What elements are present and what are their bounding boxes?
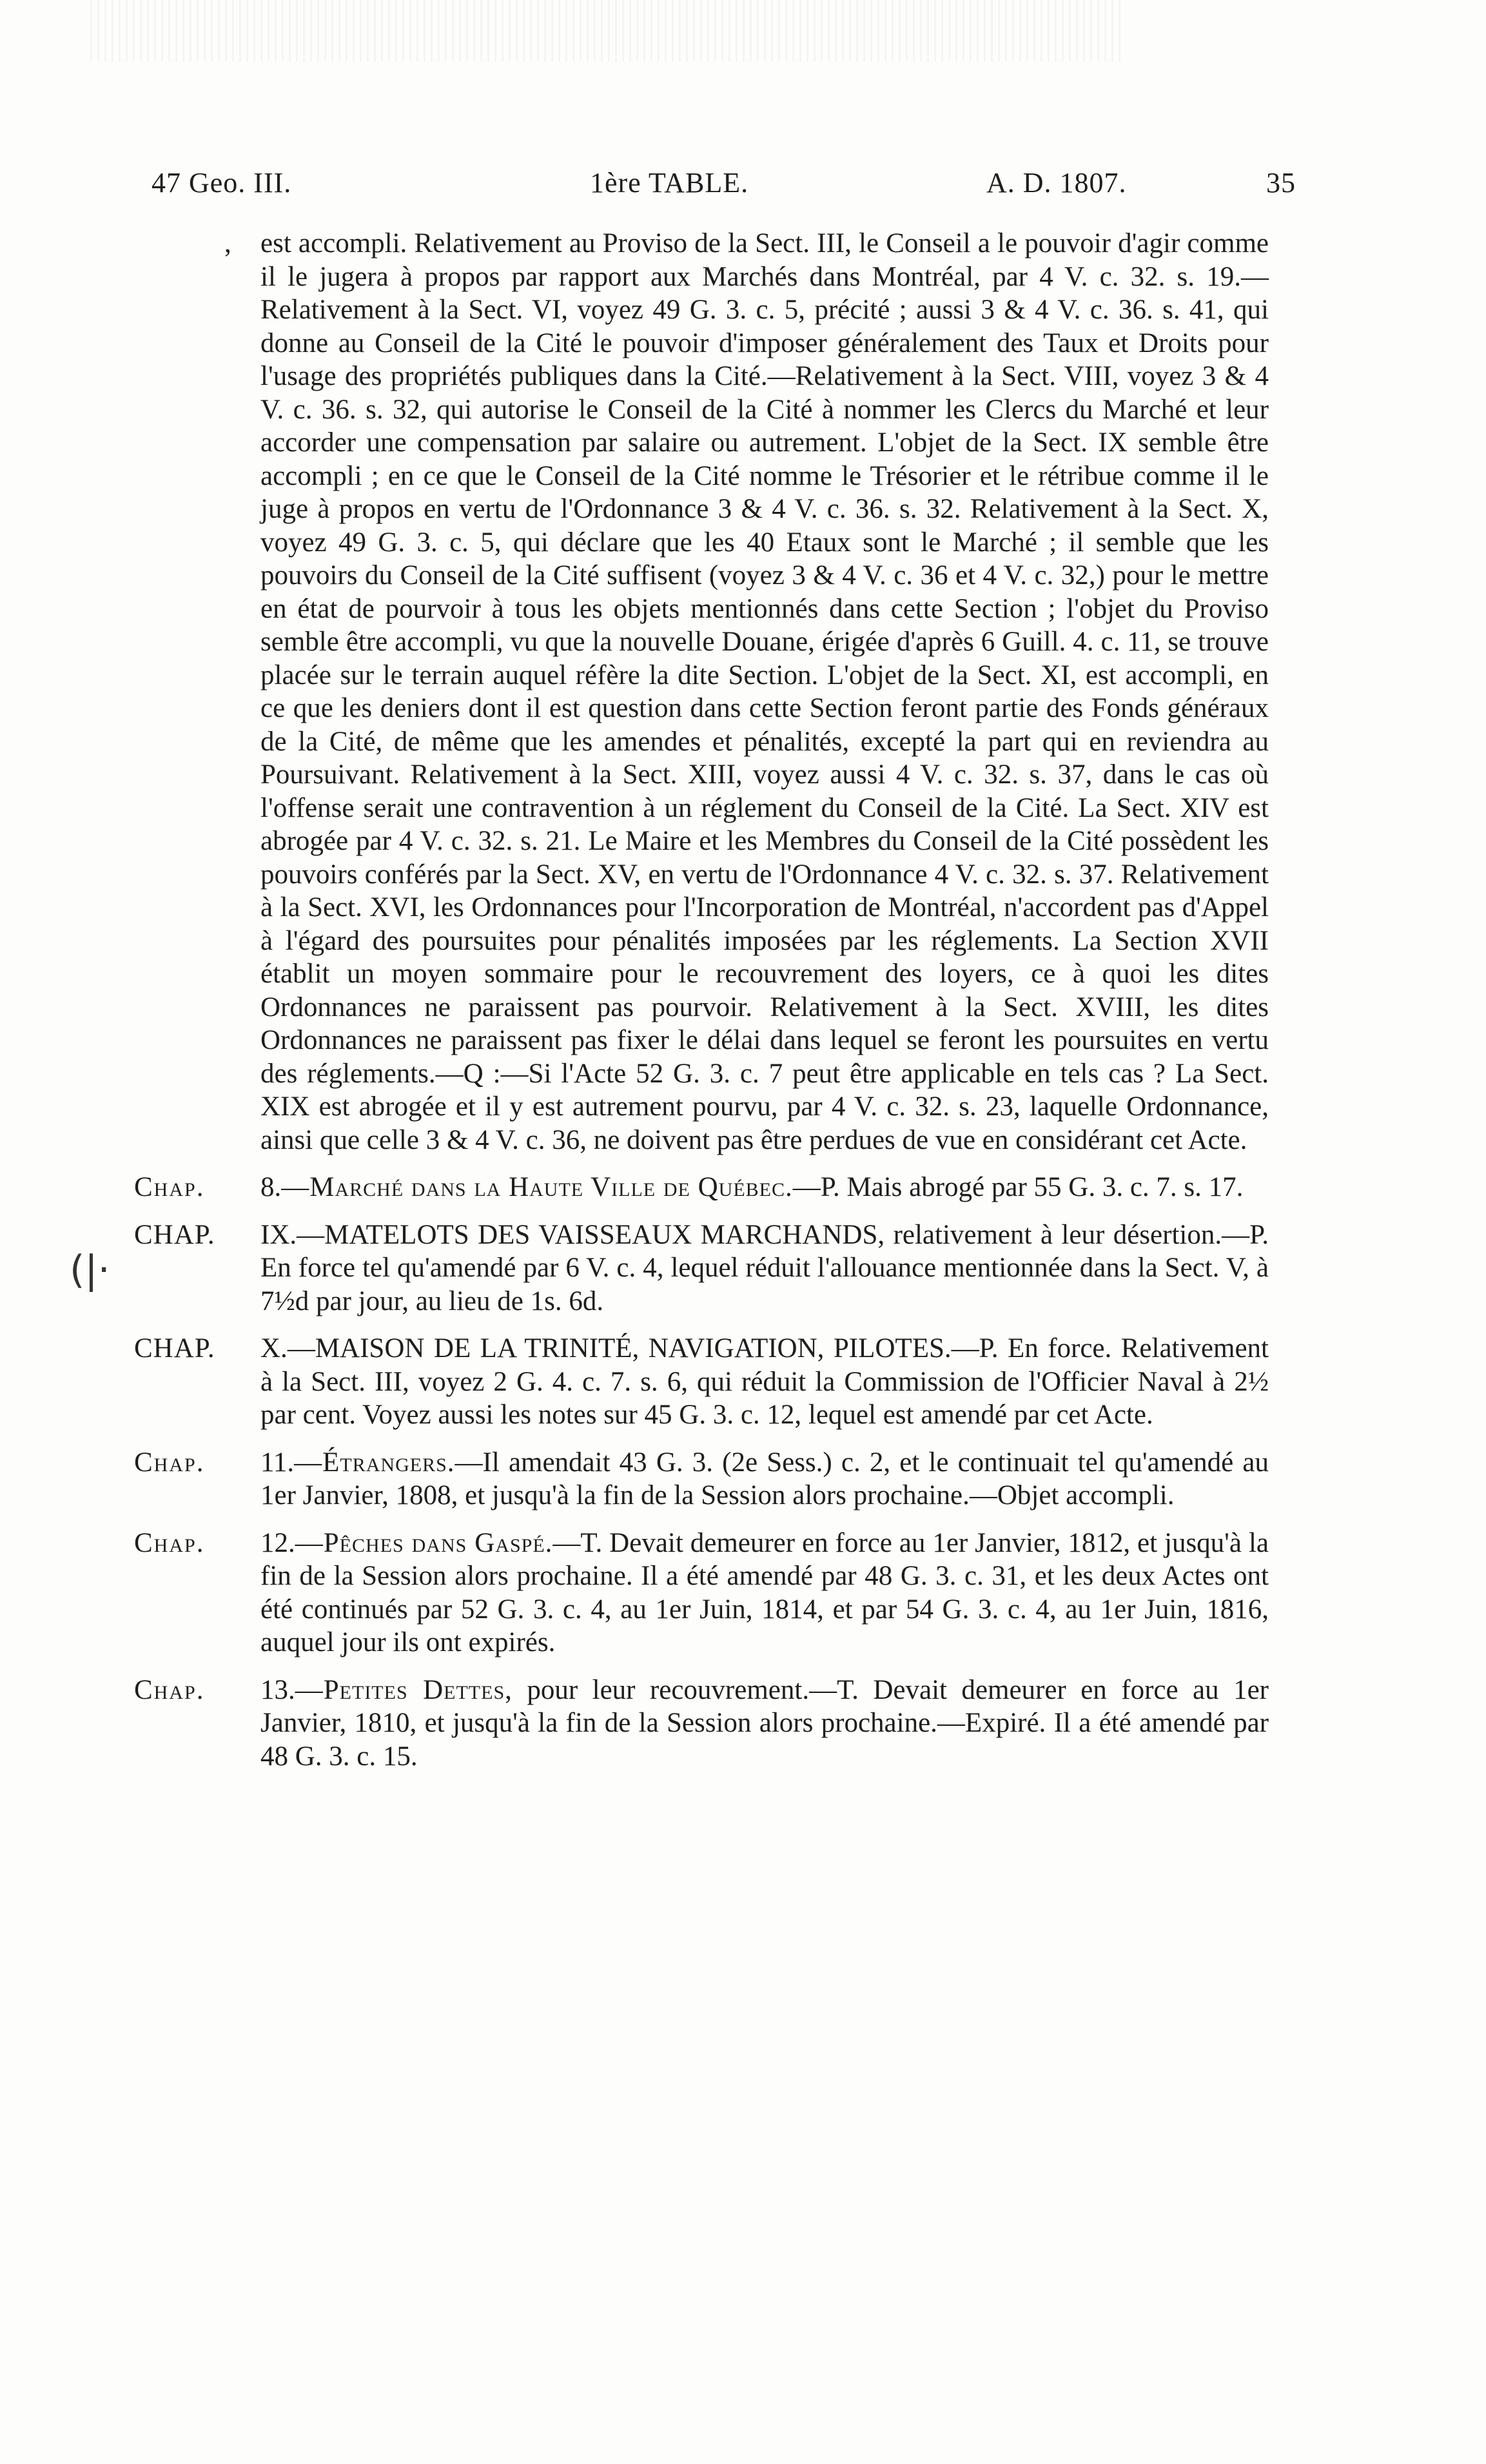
chapter-note: —P. En force. Relativement à la Sect. III, voyez 2 G. 4. c. 7. s. 6, qui réduit la Commission de l'Officier Naval à 2½ par cent. Voyez aussi les notes sur 45 G. 3. c. 12, lequel est amendé par cet Acte. [260, 1333, 1269, 1430]
header-regnal-year: 47 Geo. III. [152, 167, 292, 199]
chapter-entry-11 [134, 1446, 1269, 1512]
chapter-note: —T. Devait demeurer en force au 1er Janvier, 1812, et jusqu'à la fin de la Session alors prochaine. Il a été amendé par 48 G. 3. c. 31, et les deux Actes ont été continués par 52 G. 3. c. 4, au 1er Juin, 1814, et par 54 G. 3. c. 4, au 1er Juin, 1816, auquel jour ils ont expirés. [260, 1527, 1269, 1657]
chapter-number: 13. [260, 1674, 295, 1705]
continued-entry-text: est accompli. Relativement au Proviso de la Sect. III, le Conseil a le pouvoir d'agir comme il le jugera à propos par rapport aux Marchés dans Montréal, par 4 V. c. 32. s. 19.—Relativement à la Sect. VI, voyez 49 G. 3. c. 5, précité ; aussi 3 & 4 V. c. 36. s. 41, qui donne au Conseil de la Cité le pouvoir d'imposer généralement des Taux et Droits pour l'usage des propriétés publiques dans la Cité.—Relativement à la Sect. VIII, voyez 3 & 4 V. c. 36. s. 32, qui autorise le Conseil de la Cité à nommer les Clercs du Marché et leur accorder une compensation par salaire ou autrement. L'objet de la Sect. IX semble être accompli ; en ce que le Conseil de la Cité nomme le Trésorier et le rétribue comme il le juge à propos en vertu de l'Ordonnance 3 & 4 V. c. 36. s. 32. Relativement à la Sect. X, voyez 49 G. 3. c. 5, qui déclare que les 40 Etaux sont le Marché ; il semble que les pouvoirs du Conseil de la Cité suffisent (voyez 3 & 4 V. c. 36 et 4 V. c. 32,) pour le mettre en état de pourvoir à tous les objets mentionnés dans cette Section ; l'objet du Proviso semble être accompli, vu que la nouvelle Douane, érigée d'après 6 Guill. 4. c. 11, se trouve placée sur le terrain auquel réfère la dite Section. L'objet de la Sect. XI, est accompli, en ce que les deniers dont il est question dans cette Section feront partie des Fonds généraux de la Cité, de même que les amendes et pénalités, excepté la part qui en reviendra au Poursuivant. Relativement à la Sect. XIII, voyez aussi 4 V. c. 32. s. 37, dans le cas où l'offense serait une contravention à un réglement du Conseil de la Cité. La Sect. XIV est abrogée par 4 V. c. 32. s. 21. Le Maire et les Membres du Conseil de la Cité possèdent les pouvoirs conférés par la Sect. XV, en vertu de l'Ordonnance 4 V. c. 32. s. 37. Relativement à la Sect. XVI, les Ordonnances pour l'Incorporation de Montréal, n'accordent pas d'Appel à l'égard des poursuites pour pénalités imposées par les réglements. La Section XVII établit un moyen sommaire pour le recouvrement des loyers, ce à quoi les dites Ordonnances ne paraissent pas pourvoir. Relativement à la Sect. XVIII, les dites Ordonnances ne paraissent pas fixer le délai dans lequel se feront les poursuites en vertu des réglements.—Q :—Si l'Acte 52 G. 3. c. 7 peut être applicable en tels cas ? La Sect. XIX est abrogée et il y est autrement pourvu, par 4 V. c. 32. s. 23, laquelle Ordonnance, ainsi que celle 3 & 4 V. c. 36, ne doivent pas être perdues de vue en considérant cet Acte. [260, 228, 1269, 1155]
chapter-note: relativement à leur désertion.—P. En force tel qu'amendé par 6 V. c. 4, lequel réduit l'allouance mentionnée dans la Sect. V, à 7½d par jour, au lieu de 1s. 6d. [260, 1219, 1269, 1316]
chapter-title: —MAISON DE LA TRINITÉ, NAVIGATION, PILOTES. [287, 1333, 952, 1364]
top-margin-stain [90, 0, 1122, 61]
continuation-lead-mark: , [224, 228, 231, 259]
chapter-title: —Marché dans la Haute Ville de Québec. [281, 1172, 793, 1202]
chapter-label: Chap. [134, 1527, 205, 1558]
chapter-title: —Pêches dans Gaspé. [295, 1527, 553, 1558]
page-number: 35 [1266, 167, 1296, 199]
page-body [134, 227, 1269, 1787]
chapter-entry-8 [134, 1171, 1269, 1204]
chapter-label: Chap. [134, 1172, 205, 1202]
chapter-label: CHAP. [134, 1219, 215, 1250]
running-header [152, 166, 1296, 205]
header-date: A. D. 1807. [986, 167, 1127, 199]
chapter-label: Chap. [134, 1447, 205, 1478]
chapter-label: CHAP. [134, 1333, 215, 1364]
header-table-title: 1ère TABLE. [590, 167, 749, 199]
chapter-note: —Il amendait 43 G. 3. (2e Sess.) c. 2, et le continuait tel qu'amendé au 1er Janvier, 1808, et jusqu'à la fin de la Session alors prochaine.—Objet accompli. [260, 1447, 1269, 1511]
chapter-entry-9 [134, 1218, 1269, 1318]
chapter-entry-13 [134, 1674, 1269, 1774]
chapter-label: Chap. [134, 1674, 205, 1705]
chapter-number: 8. [260, 1172, 282, 1202]
chapter-title: —MATELOTS DES VAISSEAUX MARCHANDS, [297, 1219, 885, 1250]
chapter-number: 12. [260, 1527, 295, 1558]
chapter-title: —Étrangers. [294, 1447, 455, 1478]
chapter-number: X. [260, 1333, 288, 1364]
chapter-title: —Petites Dettes, [295, 1674, 513, 1705]
chapter-entry-10 [134, 1332, 1269, 1432]
chapter-note: pour leur recouvrement.—T. Devait demeurer en force au 1er Janvier, 1810, et jusqu'à la fin de la Session alors prochaine.—Expiré. Il a été amendé par 48 G. 3. c. 15. [260, 1674, 1269, 1772]
chapter-number: 11. [260, 1447, 295, 1478]
continued-entry [134, 227, 1269, 1157]
chapter-note: —P. Mais abrogé par 55 G. 3. c. 7. s. 17. [792, 1172, 1244, 1202]
margin-bracket-mark: (|· [70, 1247, 110, 1293]
chapter-number: IX. [260, 1219, 297, 1250]
chapter-entry-12 [134, 1527, 1269, 1659]
